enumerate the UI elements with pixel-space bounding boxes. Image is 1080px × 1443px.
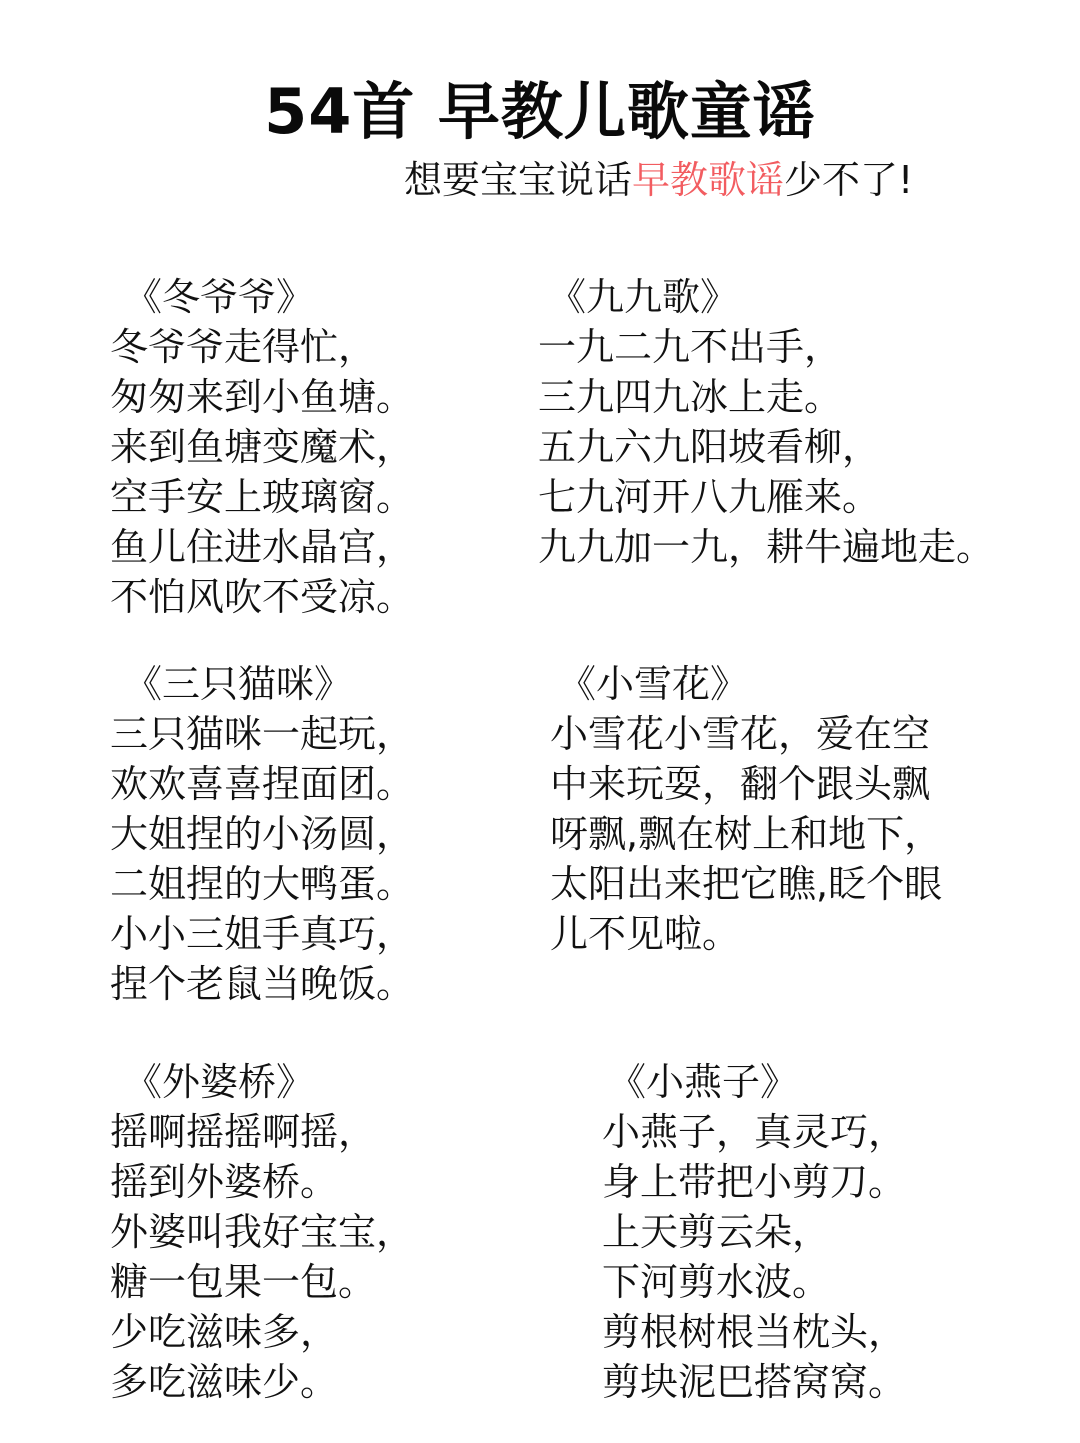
poem-line: 小燕子，真灵巧， (602, 1110, 907, 1154)
poem-line: 一九二九不出手， (538, 325, 843, 369)
poem-line: 摇啊摇摇啊摇， (110, 1110, 377, 1154)
subtitle-text-end: 少不了! (784, 158, 914, 202)
poem-san-zhi-maomi (110, 659, 414, 1009)
poem-line: 匆匆来到小鱼塘。 (110, 375, 415, 419)
poem-line: 下河剪水波。 (602, 1260, 831, 1304)
poem-line: 冬爷爷走得忙， (110, 325, 377, 369)
poem-line: 儿不见啦。 (550, 912, 741, 956)
poem-line: 空手安上玻璃窗。 (110, 475, 415, 519)
poem-waipo-qiao (110, 1057, 414, 1407)
poem-line: 三只猫咪一起玩， (110, 712, 415, 756)
poem-title: 《外婆桥》 (124, 1060, 315, 1104)
poem-line: 太阳出来把它瞧,眨个眼 (550, 862, 943, 906)
poem-line: 糖一包果一包。 (110, 1260, 377, 1304)
poem-line: 七九河开八九雁来。 (538, 475, 881, 519)
poem-line: 呀飘,飘在树上和地下， (550, 812, 943, 856)
poem-title: 《小燕子》 (608, 1060, 799, 1104)
poem-line: 捏个老鼠当晚饭。 (110, 962, 415, 1006)
subtitle-highlight: 早教歌谣 (632, 158, 785, 202)
poem-title: 《九九歌》 (548, 275, 739, 319)
poem-line: 剪块泥巴搭窝窝。 (602, 1360, 907, 1404)
poem-line: 身上带把小剪刀。 (602, 1160, 907, 1204)
poem-line: 三九四九冰上走。 (538, 375, 843, 419)
poem-line: 多吃滋味少。 (110, 1360, 339, 1404)
poem-line: 二姐捏的大鸭蛋。 (110, 862, 415, 906)
poem-line: 少吃滋味多， (110, 1310, 339, 1354)
poem-xiao-yanzi (602, 1057, 906, 1407)
poem-jiujiu-ge (538, 272, 994, 572)
poem-line: 上天剪云朵， (602, 1210, 831, 1254)
poem-line: 小小三姐手真巧， (110, 912, 415, 956)
page-title: 54首 早教儿歌童谣 (264, 75, 816, 148)
poem-title: 《三只猫咪》 (124, 662, 353, 706)
poem-line: 小雪花小雪花，爱在空 (550, 712, 931, 756)
poem-title: 《小雪花》 (558, 662, 749, 706)
poem-title: 《冬爷爷》 (124, 275, 315, 319)
poem-dong-yeye (110, 272, 414, 622)
poem-line: 剪根树根当枕头， (602, 1310, 907, 1354)
poem-line: 五九六九阳坡看柳， (538, 425, 881, 469)
subtitle-text: 想要宝宝说话 (404, 158, 633, 202)
poem-line: 九九加一九，耕牛遍地走。 (538, 525, 995, 569)
poem-line: 来到鱼塘变魔术， (110, 425, 415, 469)
poem-line: 外婆叫我好宝宝， (110, 1210, 415, 1254)
poem-xiao-xuehua (550, 659, 942, 959)
subtitle (404, 154, 913, 206)
poem-line: 摇到外婆桥。 (110, 1160, 339, 1204)
poem-line: 鱼儿住进水晶宫， (110, 525, 415, 569)
poem-line: 欢欢喜喜捏面团。 (110, 762, 415, 806)
poem-line: 大姐捏的小汤圆， (110, 812, 415, 856)
poem-line: 中来玩耍，翻个跟头飘 (550, 762, 931, 806)
poem-line: 不怕风吹不受凉。 (110, 575, 415, 619)
